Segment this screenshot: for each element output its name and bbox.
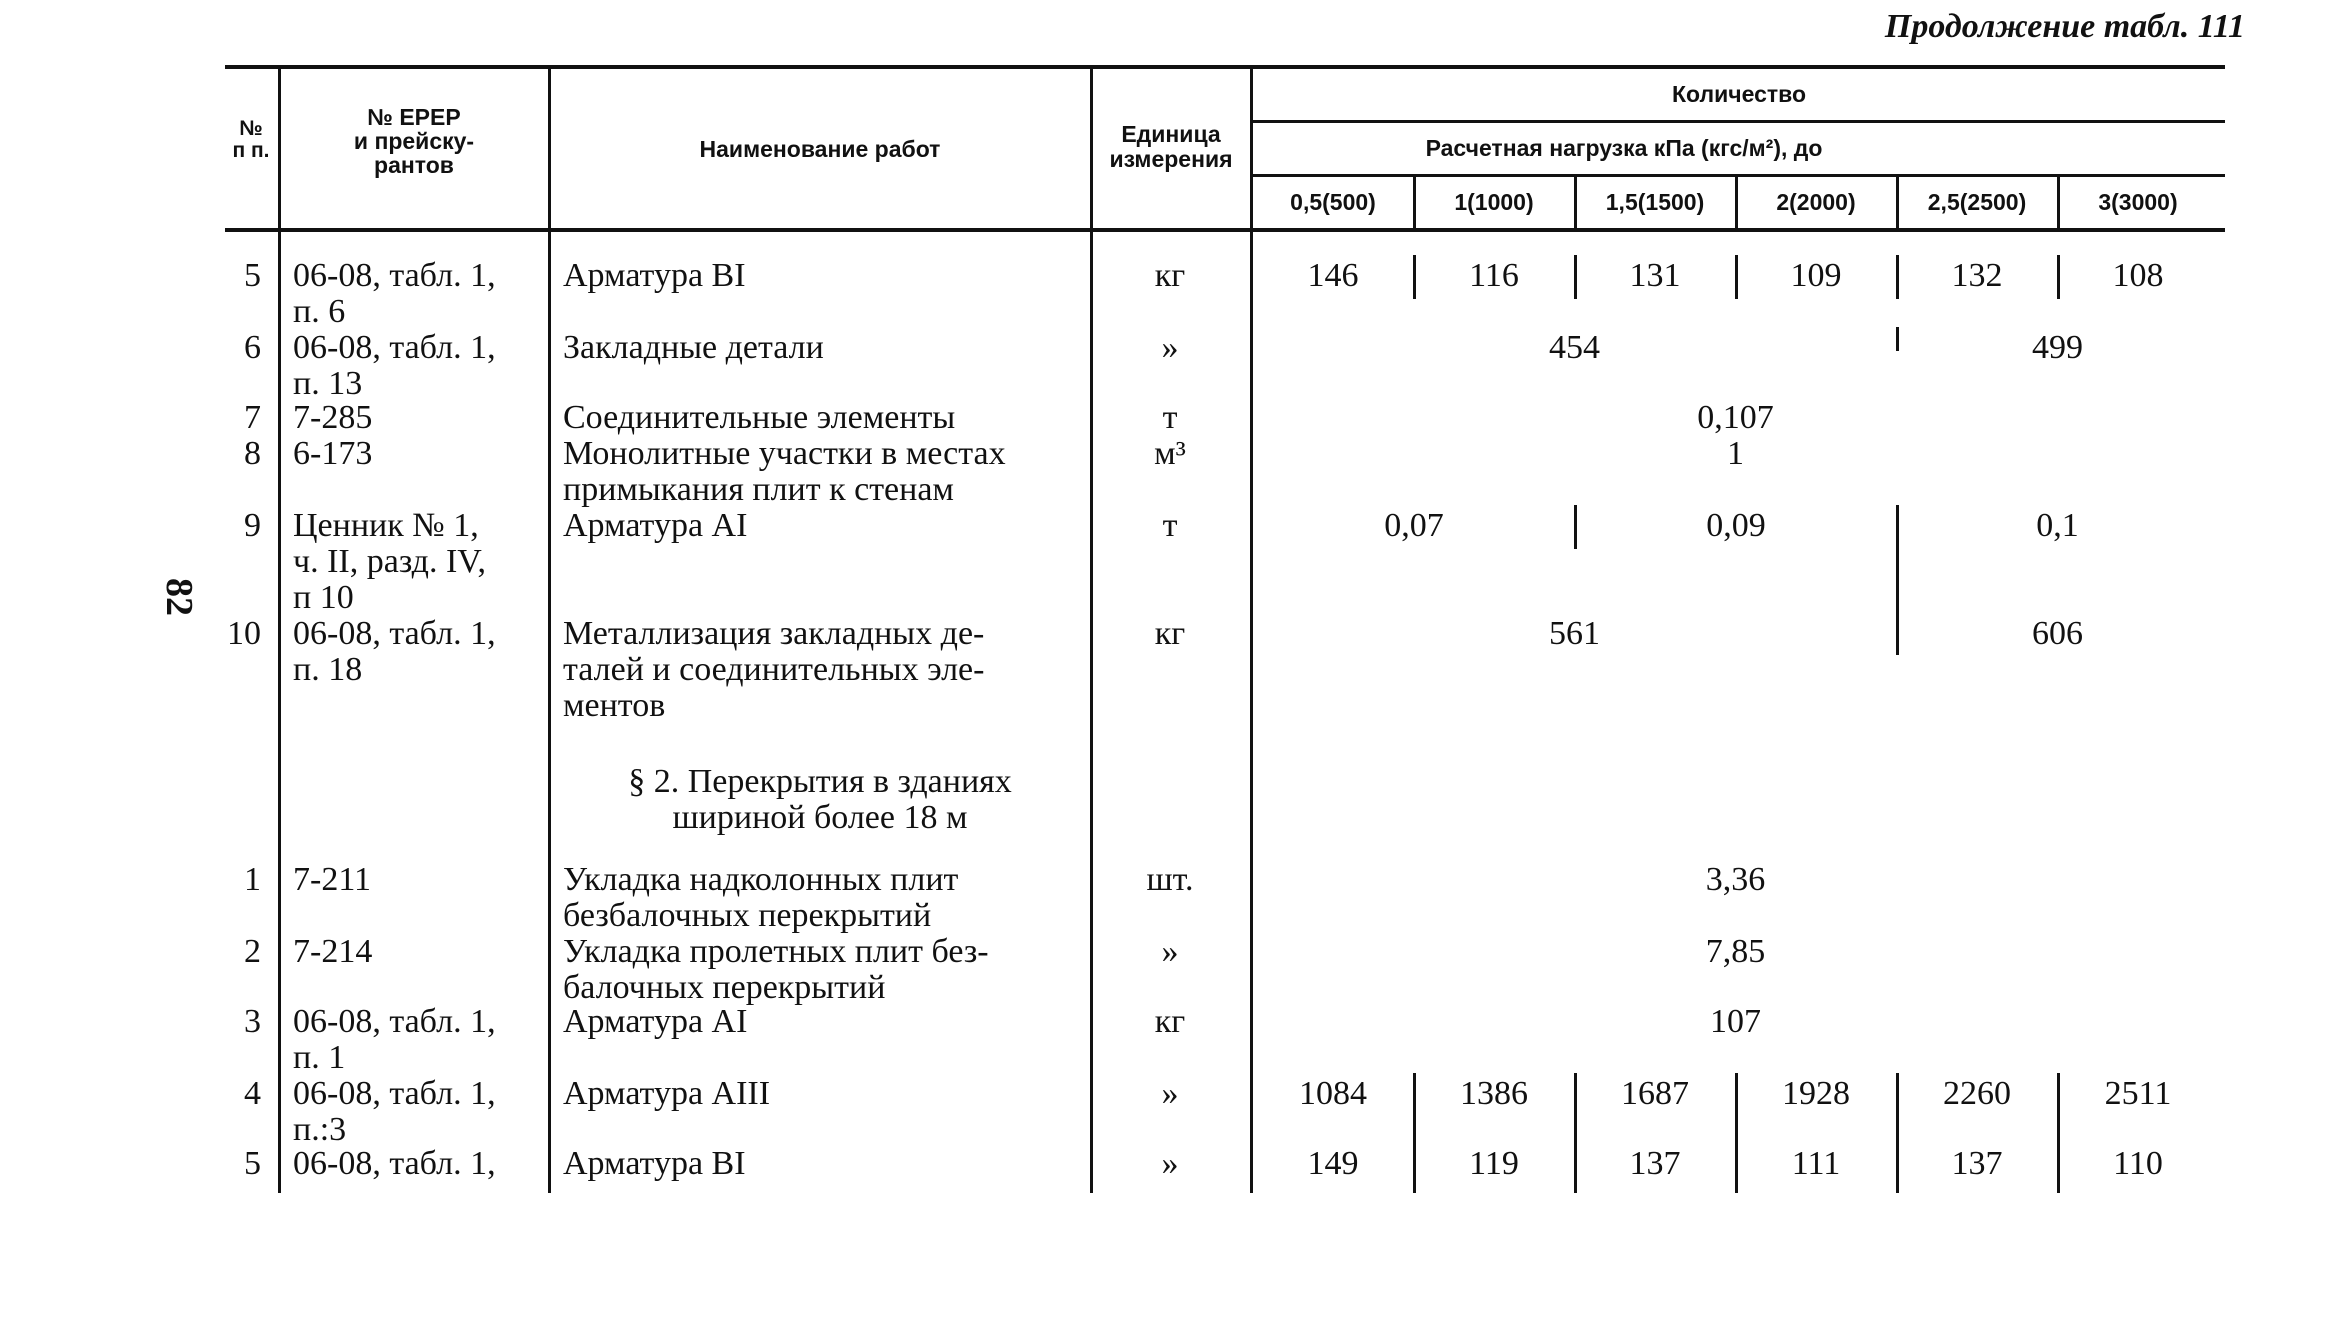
row-number: 3: [244, 1003, 261, 1040]
row-value: 146: [1307, 257, 1359, 294]
row-value: 454: [1549, 329, 1600, 366]
row-unit: »: [1161, 1075, 1179, 1112]
row-value: 2260: [1943, 1075, 2011, 1112]
row-name: талей и соединительных эле-: [563, 651, 985, 688]
row-value: 116: [1469, 257, 1519, 294]
row-number: 8: [244, 435, 261, 472]
value-sep: [1574, 255, 1577, 299]
row-value: 1: [1727, 435, 1744, 472]
header-no: № п п.: [232, 117, 270, 162]
row-erer: п. 18: [293, 651, 363, 688]
header-bottom-rule: [225, 228, 2225, 232]
row-unit: кг: [1154, 1003, 1186, 1040]
row-name: Закладные детали: [563, 329, 824, 366]
row-unit: т: [1162, 399, 1178, 436]
header-erer: № ЕРЕР и прейску- рантов: [353, 104, 475, 178]
row-unit: »: [1161, 1145, 1179, 1182]
value-sep: [1896, 255, 1899, 299]
row-name: Арматура АІ: [563, 507, 748, 544]
row-value: 149: [1307, 1145, 1359, 1182]
value-sep: [1574, 505, 1577, 549]
continuation-caption: Продолжение табл. 111: [1884, 8, 2245, 45]
value-sep: [1735, 255, 1738, 299]
value-sep: [2057, 1073, 2060, 1193]
value-sep: [1896, 327, 1899, 351]
row-value: 0,07: [1384, 507, 1444, 544]
load-header-0: 0,5(500): [1290, 189, 1376, 215]
row-erer: п. 6: [293, 293, 346, 330]
row-unit: шт.: [1146, 861, 1194, 898]
row-value: 3,36: [1705, 861, 1766, 898]
table-top-rule: [225, 65, 2225, 69]
load-header-1: 1(1000): [1454, 189, 1534, 215]
value-sep: [1413, 1073, 1416, 1193]
section-heading: § 2. Перекрытия в зданиях: [628, 763, 1012, 800]
row-value: 7,85: [1705, 933, 1766, 970]
page-number: 82: [158, 578, 200, 616]
row-name: Металлизация закладных де-: [563, 615, 985, 652]
row-name: Арматура ВІ: [563, 1145, 746, 1182]
row-erer: 6-173: [293, 435, 373, 472]
row-number: 9: [244, 507, 261, 544]
row-number: 10: [227, 615, 261, 652]
header-name: Наименование работ: [699, 136, 941, 162]
row-erer: 7-285: [293, 399, 373, 436]
value-sep: [1413, 255, 1416, 299]
row-unit: м³: [1154, 435, 1186, 472]
row-erer: 06-08, табл. 1,: [293, 329, 496, 366]
row-erer: п 10: [293, 579, 354, 616]
row-value: 2511: [2104, 1075, 2172, 1112]
value-sep: [1735, 1073, 1738, 1193]
row-value: 108: [2112, 257, 2164, 294]
row-unit: »: [1161, 933, 1179, 970]
row-value: 107: [1710, 1003, 1761, 1040]
row-name: ментов: [563, 687, 666, 724]
row-name: Монолитные участки в местах: [563, 435, 1006, 472]
row-erer: 06-08, табл. 1,: [293, 257, 496, 294]
row-value: 1084: [1299, 1075, 1367, 1112]
row-name: Укладка надколонных плит: [563, 861, 959, 898]
row-name: безбалочных перекрытий: [563, 897, 932, 934]
row-number: 7: [244, 399, 261, 436]
row-value: 111: [1791, 1145, 1841, 1182]
row-value: 1928: [1782, 1075, 1850, 1112]
load-header-rule: [1253, 174, 2225, 177]
row-unit: »: [1161, 329, 1179, 366]
value-sep: [1574, 1073, 1577, 1193]
row-erer: 06-08, табл. 1,: [293, 1075, 496, 1112]
row-value: 137: [1629, 1145, 1681, 1182]
row-value: 137: [1951, 1145, 2003, 1182]
row-value: 1687: [1621, 1075, 1689, 1112]
load-header-3: 2(2000): [1776, 189, 1856, 215]
row-name: Арматура ВІ: [563, 257, 746, 294]
row-number: 2: [244, 933, 261, 970]
row-erer: Ценник № 1,: [293, 507, 479, 544]
qty-header-rule: [1253, 120, 2225, 123]
row-erer: 06-08, табл. 1,: [293, 1003, 496, 1040]
row-value: 131: [1629, 257, 1681, 294]
row-name: Укладка пролетных плит без-: [563, 933, 989, 970]
row-name: примыкания плит к стенам: [563, 471, 954, 508]
row-erer: ч. II, разд. IV,: [293, 543, 486, 580]
row-value: 499: [2032, 329, 2083, 366]
header-quantity: Количество: [1671, 81, 1807, 107]
section-heading: шириной более 18 м: [672, 799, 968, 836]
row-number: 1: [244, 861, 261, 898]
row-name: Арматура АІ: [563, 1003, 748, 1040]
row-number: 4: [244, 1075, 261, 1112]
row-erer: 06-08, табл. 1,: [293, 615, 496, 652]
row-unit: т: [1162, 507, 1178, 544]
row-unit: кг: [1154, 257, 1186, 294]
row-erer: 7-211: [293, 861, 372, 898]
load-header-4: 2,5(2500): [1927, 189, 2027, 215]
load-header-5: 3(3000): [2098, 189, 2178, 215]
row-erer: 06-08, табл. 1,: [293, 1145, 496, 1182]
row-unit: кг: [1154, 615, 1186, 652]
header-unit: Единица измерения: [1109, 121, 1233, 172]
row-number: 5: [244, 1145, 261, 1182]
row-value: 0,1: [2036, 507, 2079, 544]
row-value: 1386: [1460, 1075, 1528, 1112]
row-erer: п. 13: [293, 365, 363, 402]
row-name: Арматура АІІІ: [563, 1075, 771, 1112]
row-value: 0,107: [1697, 399, 1774, 436]
row-value: 110: [2113, 1145, 2163, 1182]
row-name: балочных перекрытий: [563, 969, 886, 1006]
row-value: 561: [1549, 615, 1600, 652]
value-sep: [2057, 255, 2060, 299]
row-number: 5: [244, 257, 261, 294]
row-erer: п. 1: [293, 1039, 346, 1076]
row-value: 0,09: [1706, 507, 1766, 544]
row-value: 132: [1951, 257, 2003, 294]
row-erer: 7-214: [293, 933, 373, 970]
header-load: Расчетная нагрузка кПа (кгс/м²), до: [1425, 135, 1823, 161]
col-sep-erer: [548, 68, 551, 1193]
value-sep: [1896, 1073, 1899, 1193]
col-sep-no: [278, 68, 281, 1193]
row-value: 109: [1790, 257, 1842, 294]
row-value: 119: [1469, 1145, 1519, 1182]
row-name: Соединительные элементы: [563, 399, 956, 436]
row-erer: п.:3: [293, 1111, 347, 1148]
row-value: 606: [2032, 615, 2083, 652]
load-header-2: 1,5(1500): [1605, 189, 1705, 215]
row-number: 6: [244, 329, 261, 366]
